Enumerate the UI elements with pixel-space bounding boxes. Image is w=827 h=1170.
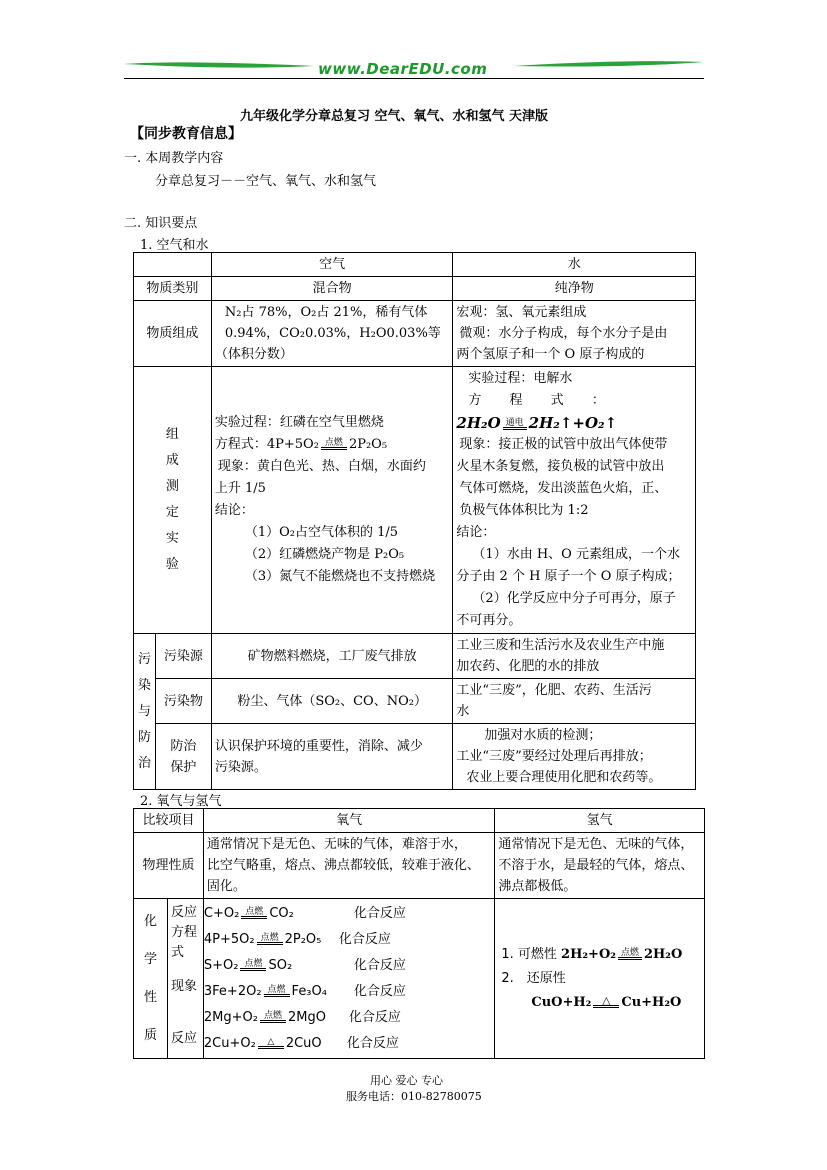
header-rule <box>124 78 704 79</box>
head-water: 水 <box>453 253 696 277</box>
pollution-source-label: 污染源 <box>155 634 211 679</box>
chemical-sublabel: 反应 方程 式 现象 反应 <box>167 899 203 1059</box>
o2-physical: 通常情况下是无色、无味的气体，难溶于水， 比空气略重，熔点、沸点都较低，较难于液化、 固化。 <box>203 833 494 899</box>
row-category-label: 物质类别 <box>134 277 212 301</box>
oxygen-hydrogen-table <box>133 808 705 1059</box>
reaction-row <box>204 1005 494 1031</box>
pollution-group-label: 污 染 与 防 治 <box>134 634 156 790</box>
reaction-condition: 点燃 <box>240 960 266 971</box>
reaction-right: SO₂ <box>268 958 293 973</box>
reaction-condition: 点燃 <box>257 934 283 945</box>
head-o2: 氧气 <box>203 809 494 833</box>
row-composition-label: 物质组成 <box>134 301 212 367</box>
air-prevention: 认识保护环境的重要性，消除、减少 污染源。 <box>211 724 453 790</box>
outline-part1: 一. 本周教学内容 <box>124 151 224 166</box>
head-air: 空气 <box>211 253 453 277</box>
reaction-row <box>204 979 494 1005</box>
water-experiment: 实验过程：电解水 方 程 式 ： 2H₂O 通电 2H₂↑+O₂↑ 现象：接正极的试管中放出气体使带 火星木条复燃，接负极的试管中放出 气体可燃烧，发出淡蓝色火焰，正、 负极气体体积比为 1:2 结论： （1）水由 H、O 元素组成，一个水 分子由 2 个 H 原子一个 O 原子构成； （2）化学反应中分子可再分，原子 不可再分。 <box>453 367 696 634</box>
o2-reactions <box>203 899 494 1059</box>
reaction-right: Fe₃O₄ <box>291 984 327 999</box>
reaction-left: 3Fe+2O₂ <box>203 984 262 999</box>
outline-part2: 二. 知识要点 <box>124 216 198 231</box>
section-heading: 【同步教育信息】 <box>130 126 242 142</box>
air-experiment: 实验过程：红磷在空气里燃烧 方程式：4P+5O₂ 点燃 2P₂O₅ 现象：黄白色光、热、白烟，水面约 上升 1/5 结论： （1）O₂占空气体积的 1/5 （2）红磷燃烧产物是 P₂O₅ （3）氮气不能燃烧也不支持燃烧 <box>211 367 453 634</box>
corner-cell <box>134 253 212 277</box>
reaction-type: 化合反应 <box>353 984 406 999</box>
reaction-left: C+O₂ <box>203 906 240 921</box>
h2-physical: 通常情况下是无色、无味的气体， 不溶于水，是最轻的气体，熔点、 沸点都极低。 <box>495 833 705 899</box>
reaction-left: 4P+5O₂ <box>203 932 255 947</box>
head-item: 比较项目 <box>134 809 204 833</box>
reaction-row <box>204 901 494 927</box>
reaction-right: 2P₂O₅ <box>284 932 322 947</box>
reaction-left: 2Mg+O₂ <box>203 1010 258 1025</box>
document-title: 九年级化学分章总复习 空气、氧气、水和氢气 天津版 <box>240 109 549 124</box>
water-pollution-source: 工业三废和生活污水及农业生产中施 加农药、化肥的水的排放 <box>453 634 696 679</box>
reaction-type: 化合反应 <box>353 906 406 921</box>
reaction-type: 化合反应 <box>353 958 406 973</box>
head-h2: 氢气 <box>495 809 705 833</box>
footer-phone: 服务电话：010-82780075 <box>346 1090 482 1103</box>
reaction-condition: 点燃 <box>260 1012 286 1023</box>
reaction-left: S+O₂ <box>203 958 239 973</box>
air-composition: N₂占 78%，O₂占 21%，稀有气体 0.94%，CO₂0.03%，H₂O0.03%等 （体积分数） <box>211 301 453 367</box>
water-category: 纯净物 <box>453 277 696 301</box>
experiment-label: 组 成 测 定 实 验 <box>134 367 212 634</box>
footer-slogan: 用心 爱心 专心 <box>370 1074 443 1087</box>
reaction-row <box>204 1031 494 1057</box>
outline-sub1: 1. 空气和水 <box>140 238 209 253</box>
air-water-table <box>133 252 696 790</box>
reaction-type: 化合反应 <box>346 1036 399 1051</box>
h2-chemical: 1. 可燃性 2H₂+O₂ 点燃 2H₂O 2. 还原性 CuO+H₂ △ Cu+H₂O <box>495 899 705 1059</box>
reaction-row <box>204 953 494 979</box>
water-prevention: 加强对水质的检测； 工业“三废”要经过处理后再排放； 农业上要合理使用化肥和农药等。 <box>453 724 696 790</box>
pollutant-label: 污染物 <box>155 679 211 724</box>
reaction-condition: △ <box>258 1038 284 1049</box>
reaction-left: 2Cu+O₂ <box>203 1036 256 1051</box>
air-category: 混合物 <box>211 277 453 301</box>
air-pollutant: 粉尘、气体（SO₂、CO、NO₂） <box>211 679 453 724</box>
air-pollution-source: 矿物燃料燃烧，工厂废气排放 <box>211 634 453 679</box>
reaction-condition: 点燃 <box>264 986 290 997</box>
reaction-right: 2CuO <box>285 1036 322 1051</box>
reaction-right: 2MgO <box>287 1010 326 1025</box>
reaction-condition: 点燃 <box>241 908 267 919</box>
reaction-right: CO₂ <box>269 906 294 921</box>
header-logo[interactable]: www.DearEDU.com <box>318 60 488 78</box>
reaction-type: 化合反应 <box>338 932 391 947</box>
physical-label: 物理性质 <box>134 833 204 899</box>
reaction-type: 化合反应 <box>348 1010 401 1025</box>
outline-sub2: 2. 氧气与氢气 <box>140 794 222 809</box>
water-pollutant: 工业“三废”，化肥、农药、生活污 水 <box>453 679 696 724</box>
reaction-row <box>204 927 494 953</box>
prevention-label: 防治 保护 <box>155 724 211 790</box>
chemical-label: 化 学 性 质 <box>134 899 168 1059</box>
water-composition: 宏观：氢、氧元素组成 微观：水分子构成，每个水分子是由 两个氢原子和一个 O 原子构成的 <box>453 301 696 367</box>
outline-part1-content: 分章总复习－－空气、氧气、水和氢气 <box>155 174 377 189</box>
